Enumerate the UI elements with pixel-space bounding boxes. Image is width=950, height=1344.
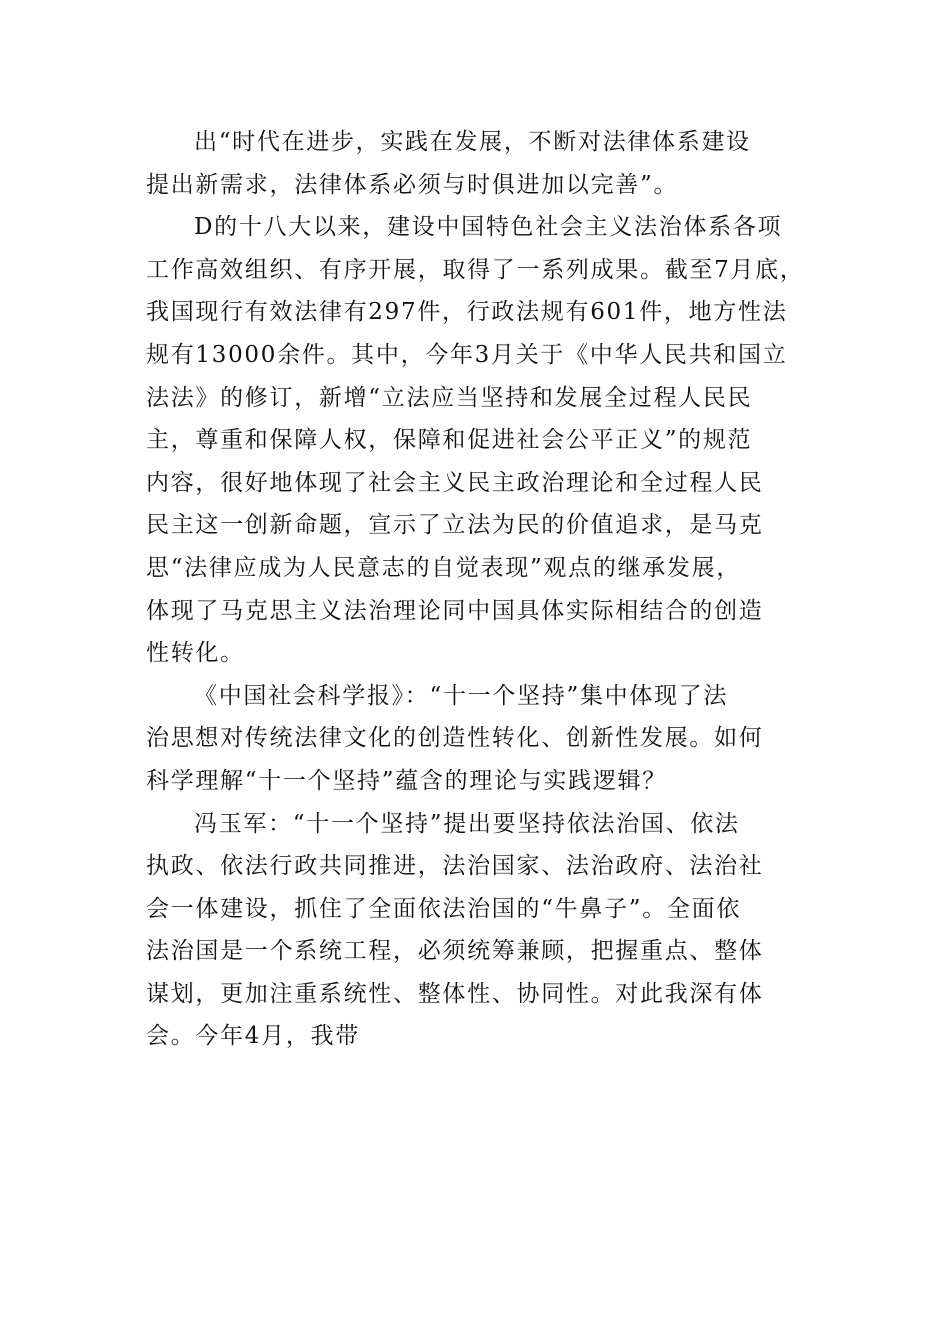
- text-line: 执政、依法行政共同推进，法治国家、法治政府、法治社: [146, 853, 764, 880]
- text-line: 民主这一创新命题，宣示了立法为民的价值追求，是马克: [146, 512, 764, 539]
- text-line: 体现了马克思主义法治理论同中国具体实际相结合的创造: [146, 597, 764, 624]
- text-line: D的十八大以来，建设中国特色社会主义法治体系各项: [194, 214, 783, 241]
- text-line: 思“法律应成为人民意志的自觉表现”观点的继承发展，: [146, 554, 742, 581]
- text-line: 提出新需求，法律体系必须与时俱进加以完善”。: [146, 171, 679, 198]
- text-line: 我国现行有效法律有297件，行政法规有601件，地方性法: [146, 299, 788, 326]
- text-line: 内容，很好地体现了社会主义民主政治理论和全过程人民: [146, 469, 764, 496]
- document-body: [146, 121, 806, 1058]
- text-line: 主，尊重和保障人权，保障和促进社会公平正义”的规范: [146, 427, 753, 454]
- paragraph: [146, 206, 806, 675]
- text-line: 出“时代在进步，实践在发展，不断对法律体系建设: [194, 129, 751, 155]
- text-line: 性转化。: [146, 640, 245, 667]
- text-line: 《中国社会科学报》：“十一个坚持”集中体现了法: [194, 682, 729, 709]
- text-line: 规有13000余件。其中，今年3月关于《中华人民共和国立: [146, 341, 788, 368]
- paragraph: [146, 121, 806, 206]
- text-line: 工作高效组织、有序开展，取得了一系列成果。截至7月底，: [146, 256, 805, 283]
- text-line: 治思想对传统法律文化的创造性转化、创新性发展。如何: [146, 725, 764, 752]
- text-line: 法法》的修订，新增“立法应当坚持和发展全过程人民民: [146, 384, 753, 411]
- paragraph: [146, 675, 806, 803]
- paragraph: [146, 803, 806, 1059]
- text-line: 法治国是一个系统工程，必须统筹兼顾，把握重点、整体: [146, 938, 764, 965]
- text-line: 科学理解“十一个坚持”蕴含的理论与实践逻辑？: [146, 767, 667, 794]
- text-line: 冯玉军：“十一个坚持”提出要坚持依法治国、依法: [194, 810, 740, 837]
- text-line: 会一体建设，抓住了全面依法治国的“牛鼻子”。全面依: [146, 895, 742, 922]
- text-line: 会。今年4月，我带: [146, 1023, 360, 1050]
- text-line: 谋划，更加注重系统性、整体性、协同性。对此我深有体: [146, 980, 764, 1007]
